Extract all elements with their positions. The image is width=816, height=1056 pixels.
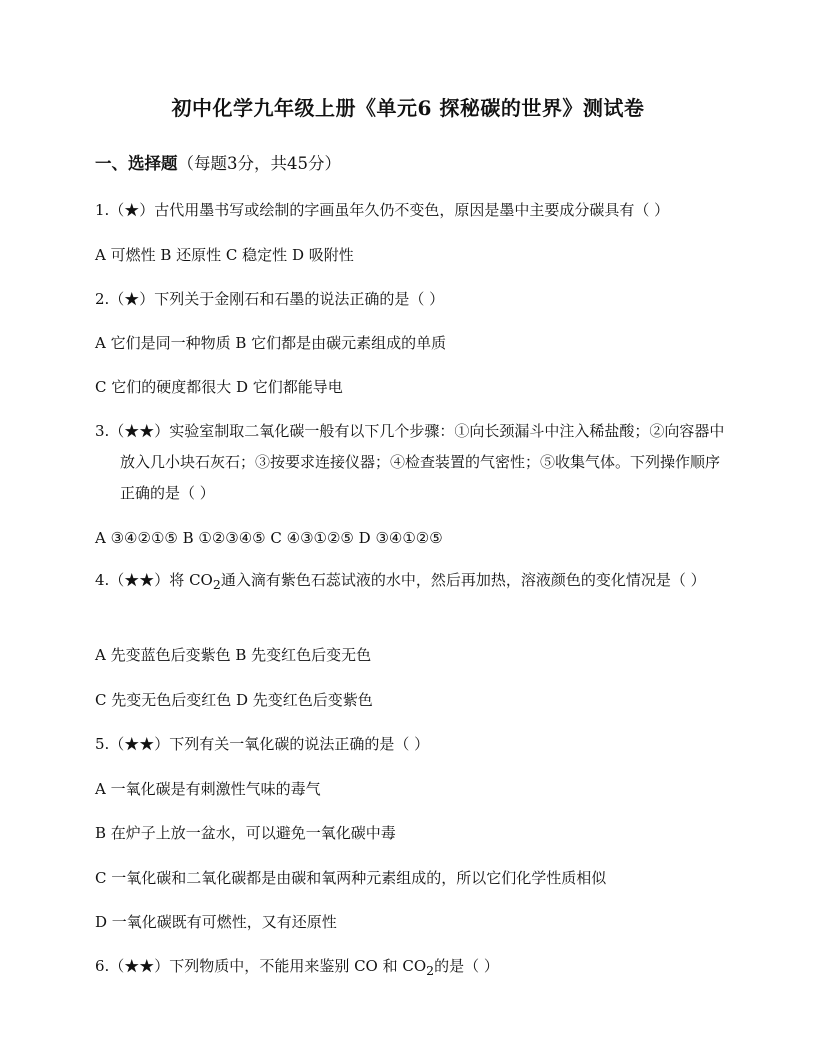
document-title: 初中化学九年级上册《单元6 探秘碳的世界》测试卷 — [171, 96, 645, 120]
question-2-options-line-2: C 它们的硬度都很大 D 它们都能导电 — [95, 378, 343, 396]
question-1-stem: 1.（★）古代用墨书写或绘制的字画虽年久仍不变色，原因是墨中主要成分碳具有（ ） — [95, 201, 670, 219]
question-1-options: A 可燃性 B 还原性 C 稳定性 D 吸附性 — [95, 246, 354, 264]
question-2-options-line-1: A 它们是同一种物质 B 它们都是由碳元素组成的单质 — [95, 334, 447, 352]
question-3-stem — [95, 416, 725, 509]
question-5-option-b: B 在炉子上放一盆水，可以避免一氧化碳中毒 — [95, 824, 396, 842]
question-6-stem-post: 的是（ ） — [434, 957, 499, 975]
question-6-subscript: 2 — [426, 963, 435, 978]
question-4-stem — [95, 565, 725, 600]
question-3-stem-text: 3.（★★）实验室制取二氧化碳一般有以下几个步骤：①向长颈漏斗中注入稀盐酸；②向容器中放入几小块石灰石；③按要求连接仪器；④检查装置的气密性；⑤收集气体。下列操作顺序正确的是（ ） — [95, 422, 725, 502]
question-4-options-line-2: C 先变无色后变红色 D 先变红色后变紫色 — [95, 691, 373, 709]
section-heading — [95, 150, 341, 174]
question-4-subscript: 2 — [212, 577, 221, 592]
question-5-option-d: D 一氧化碳既有可燃性，又有还原性 — [95, 913, 337, 931]
question-3-options: A ③④②①⑤ B ①②③④⑤ C ④③①②⑤ D ③④①②⑤ — [95, 529, 443, 547]
question-5-stem: 5.（★★）下列有关一氧化碳的说法正确的是（ ） — [95, 735, 430, 753]
question-5-option-c: C 一氧化碳和二氧化碳都是由碳和氧两种元素组成的，所以它们化学性质相似 — [95, 869, 607, 887]
question-6-stem — [95, 956, 499, 981]
question-6-stem-pre: 6.（★★）下列物质中，不能用来鉴别 CO 和 CO — [95, 957, 427, 975]
question-4-stem-pre: 4.（★★）将 CO — [95, 571, 213, 589]
section-heading-main: 一、选择题 — [95, 154, 178, 173]
question-4-options-line-1: A 先变蓝色后变紫色 B 先变红色后变无色 — [95, 646, 372, 664]
question-2-stem: 2.（★）下列关于金刚石和石墨的说法正确的是（ ） — [95, 290, 445, 308]
question-5-option-a: A 一氧化碳是有刺激性气味的毒气 — [95, 780, 321, 798]
question-4-stem-text — [95, 565, 725, 600]
section-heading-note: （每题3分，共45分） — [177, 154, 341, 173]
question-4-stem-post: 通入滴有紫色石蕊试液的水中，然后再加热，溶液颜色的变化情况是（ ） — [220, 571, 706, 589]
